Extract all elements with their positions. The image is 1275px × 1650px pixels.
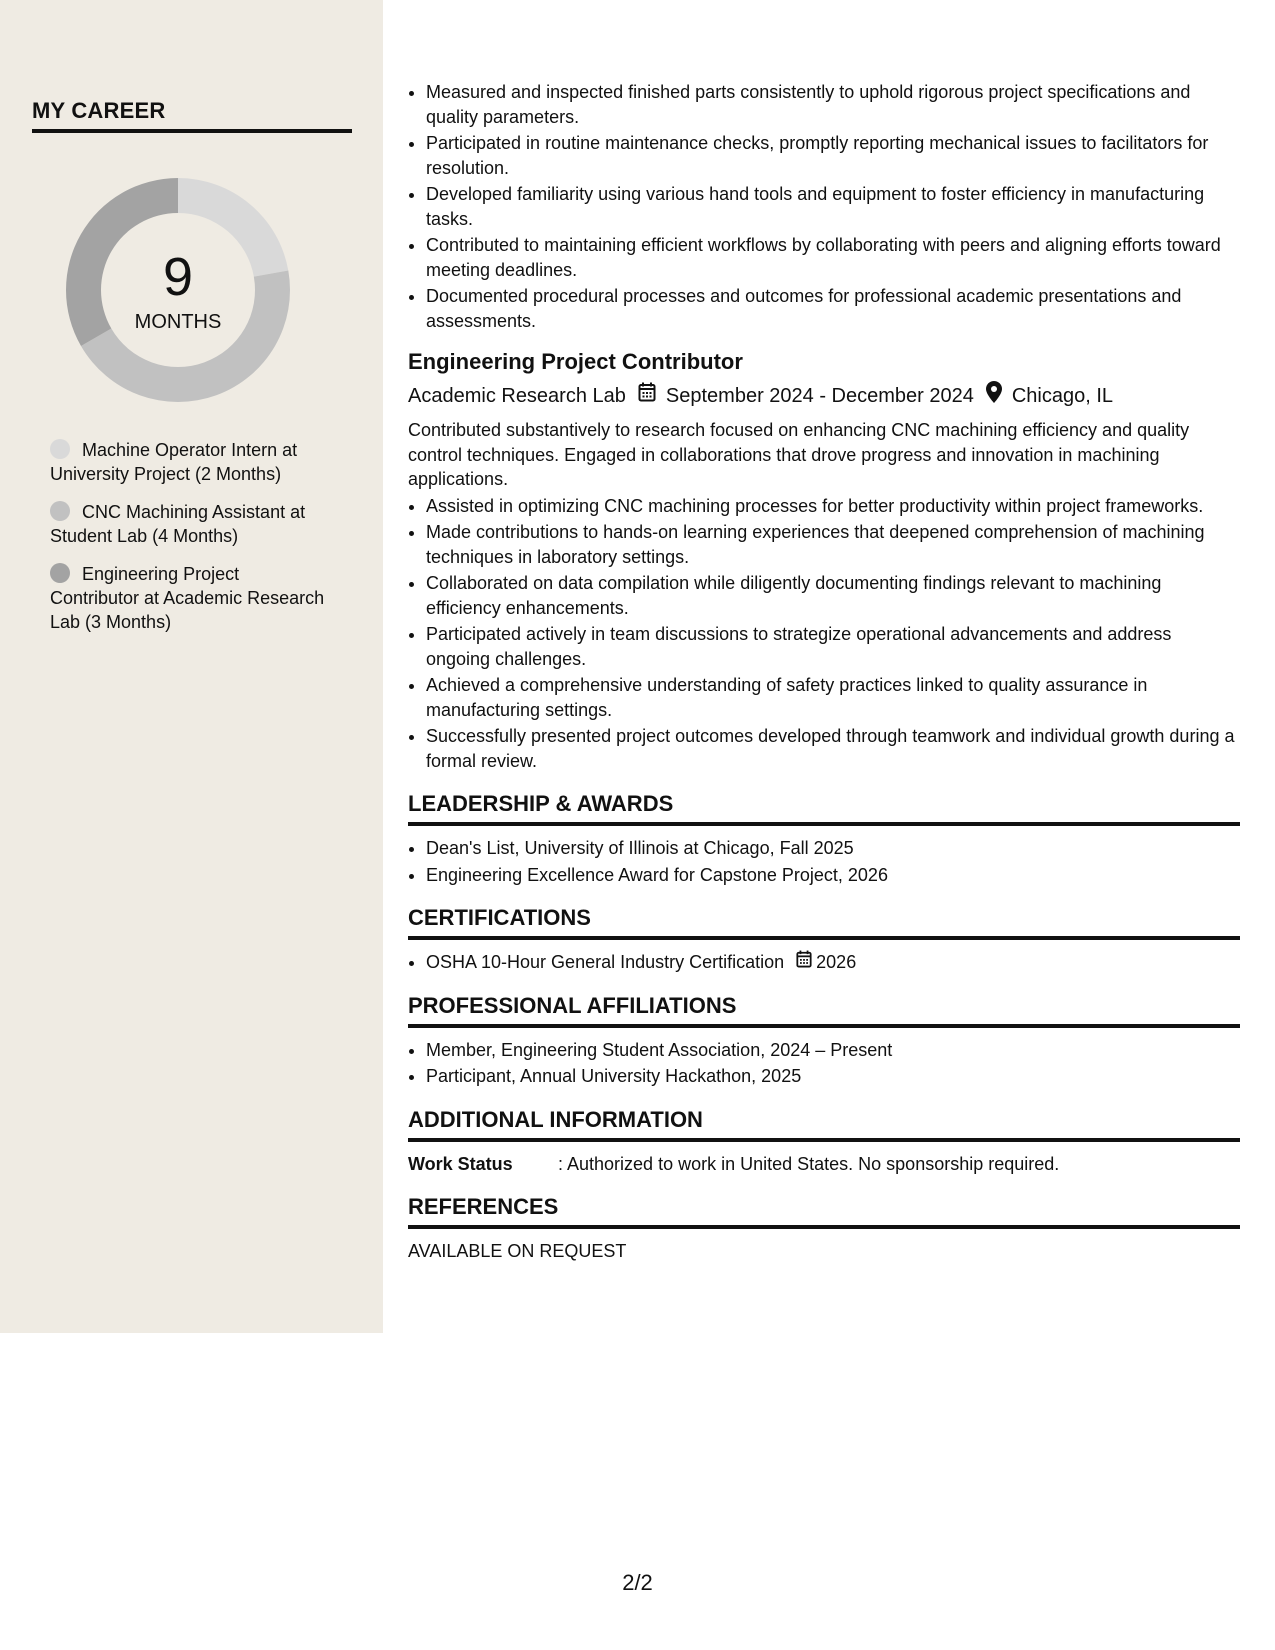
additional-info-section-title: ADDITIONAL INFORMATION [408, 1107, 1240, 1142]
calendar-icon [638, 382, 656, 409]
affiliations-section-title: PROFESSIONAL AFFILIATIONS [408, 993, 1240, 1028]
list-item: • Contributed to maintaining efficient workflows by collaborating with peers and aligning efforts toward meeting deadlines. [426, 233, 1240, 282]
page-number: 2/2 [622, 1570, 653, 1595]
donut-unit-label: MONTHS [134, 311, 222, 333]
work-status-value: : Authorized to work in United States. No sponsorship required. [558, 1153, 1060, 1174]
list-item: • Collaborated on data compilation while diligently documenting findings relevant to machining efficiency enhancements. [426, 571, 1240, 620]
certifications-list [408, 950, 1240, 975]
list-item: • Assisted in optimizing CNC machining processes for better productivity within project frameworks. [426, 494, 1240, 519]
legend-dot [50, 563, 70, 583]
career-title: MY CAREER [32, 98, 352, 133]
career-panel [32, 98, 352, 632]
career-donut-chart [66, 178, 290, 402]
job-meta [408, 381, 1240, 410]
job-description: Contributed substantively to research focused on enhancing CNC machining efficiency and quality control techniques. Engaged in collaborations that drove progress and innovation in machining applications. [408, 420, 1190, 489]
list-item: • Member, Engineering Student Association, 2024 – Present [426, 1038, 1240, 1063]
references-text: AVAILABLE ON REQUEST [408, 1240, 627, 1261]
job-organization: Academic Research Lab [408, 384, 626, 407]
list-item: • Successfully presented project outcomes developed through teamwork and individual growth during a formal review. [426, 724, 1240, 773]
legend-label: Machine Operator Intern at University Project (2 Months) [50, 440, 298, 484]
leadership-list [408, 836, 1240, 887]
list-item: • Participant, Annual University Hackathon, 2025 [426, 1064, 1240, 1089]
list-item: • Participated actively in team discussions to strategize operational advancements and address ongoing challenges. [426, 622, 1240, 671]
list-item: • Documented procedural processes and outcomes for professional academic presentations and assessments. [426, 284, 1240, 333]
certification-name: • OSHA 10-Hour General Industry Certification [426, 952, 785, 972]
legend-item [50, 500, 330, 548]
list-item [426, 950, 1240, 975]
career-legend [50, 438, 330, 648]
list-item: • Made contributions to hands-on learning experiences that deepened comprehension of machining techniques in laboratory settings. [426, 520, 1240, 569]
list-item: • Developed familiarity using various hand tools and equipment to foster efficiency in manufacturing tasks. [426, 182, 1240, 231]
certification-year: 2026 [816, 952, 857, 972]
job-location: Chicago, IL [1011, 384, 1114, 407]
legend-item [50, 438, 330, 486]
job-bullets [408, 494, 1240, 774]
legend-label: CNC Machining Assistant at Student Lab (4 Months) [50, 502, 306, 546]
list-item: • Engineering Excellence Award for Capstone Project, 2026 [426, 863, 1240, 888]
donut-total-value: 9 [162, 247, 194, 307]
work-status-label: Work Status [408, 1153, 513, 1174]
legend-item [50, 562, 330, 634]
legend-label: Engineering Project Contributor at Academic Research Lab (3 Months) [50, 564, 325, 632]
list-item: • Participated in routine maintenance checks, promptly reporting mechanical issues to facilitators for resolution. [426, 131, 1240, 180]
work-status-row [408, 1152, 1240, 1176]
list-item: • Dean's List, University of Illinois at Chicago, Fall 2025 [426, 836, 1240, 861]
location-pin-icon [986, 381, 1002, 410]
main-content [408, 80, 1240, 1263]
job-dates: September 2024 - December 2024 [665, 384, 974, 407]
leadership-section-title: LEADERSHIP & AWARDS [408, 791, 1240, 826]
calendar-icon [796, 950, 812, 975]
references-section-title: REFERENCES [408, 1194, 1240, 1229]
sidebar [0, 0, 383, 1333]
certifications-section-title: CERTIFICATIONS [408, 905, 1240, 940]
job-title: Engineering Project Contributor [408, 349, 743, 374]
legend-dot [50, 501, 70, 521]
legend-dot [50, 439, 70, 459]
previous-job-bullets [408, 80, 1240, 333]
list-item: • Achieved a comprehensive understanding of safety practices linked to quality assurance in manufacturing settings. [426, 673, 1240, 722]
affiliations-list [408, 1038, 1240, 1089]
list-item: • Measured and inspected finished parts consistently to uphold rigorous project specifications and quality parameters. [426, 80, 1240, 129]
